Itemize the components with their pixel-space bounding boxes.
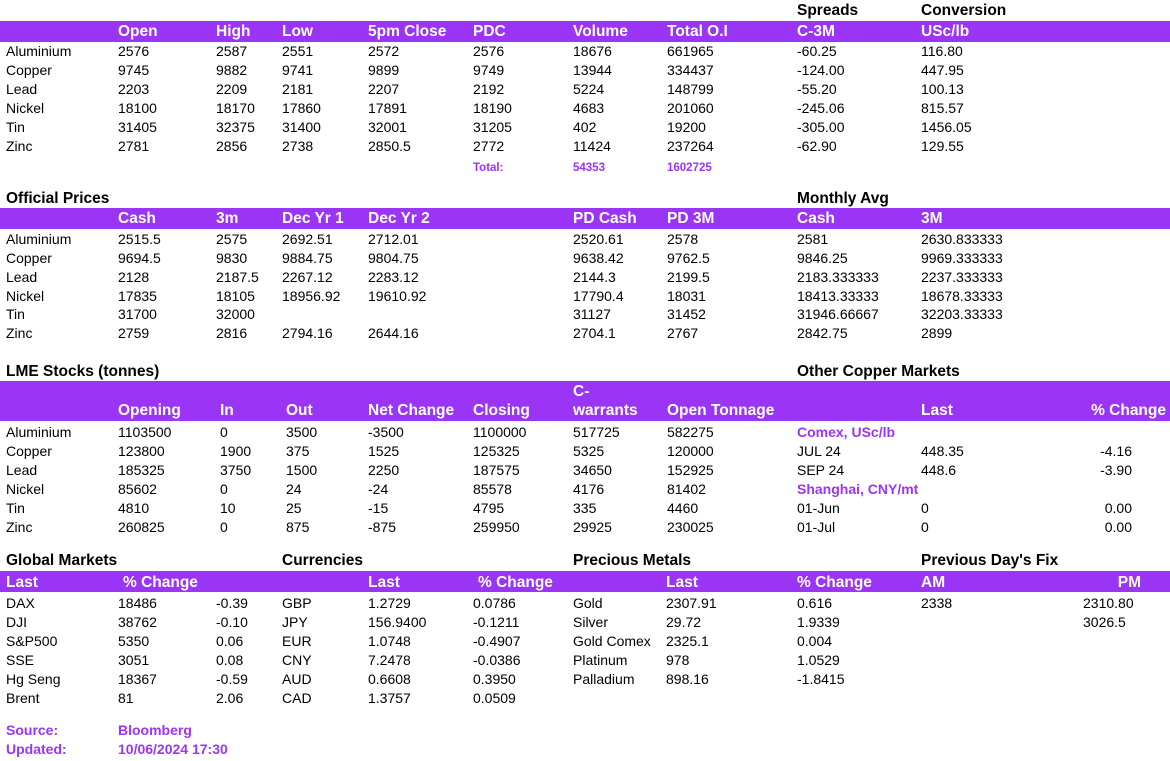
fix-pm-value: 2310.80 <box>1083 595 1134 611</box>
price-cell: 5224 <box>573 81 605 97</box>
currency-last: 0.6608 <box>368 671 411 687</box>
price-cell: 2572 <box>368 43 400 59</box>
currency-label: EUR <box>282 633 312 649</box>
copper-change-value: -4.16 <box>1100 443 1132 459</box>
official-col-header: PD 3M <box>667 210 715 227</box>
markets-col-header: Last <box>666 574 698 591</box>
global-index-label: Brent <box>6 690 40 706</box>
copper-contract-label: JUL 24 <box>797 443 841 459</box>
copper-last-value: 448.35 <box>921 443 964 459</box>
official-cell: 2842.75 <box>797 325 848 341</box>
metal-label: Aluminium <box>6 231 72 247</box>
official-cell: 2630.833333 <box>921 231 1003 247</box>
prices-col-header: Open <box>118 23 158 40</box>
stocks-cell: 3750 <box>220 462 252 478</box>
official-cell: 2794.16 <box>282 325 333 341</box>
currency-change: 0.3950 <box>473 671 516 687</box>
prices-col-header: PDC <box>473 23 506 40</box>
stocks-cell: 1525 <box>368 443 400 459</box>
markets-col-header: AM <box>921 574 946 591</box>
stocks-cell: 1103500 <box>118 424 172 440</box>
official-cell: 2237.333333 <box>921 269 1003 285</box>
price-cell: 19200 <box>667 119 706 135</box>
price-cell: 18676 <box>573 43 612 59</box>
official-cell: 2183.333333 <box>797 269 879 285</box>
price-cell: -124.00 <box>797 62 845 78</box>
official-cell: 2712.01 <box>368 231 419 247</box>
price-cell: 2772 <box>473 138 505 154</box>
stocks-cell: -3500 <box>368 424 404 440</box>
official-cell: 2644.16 <box>368 325 419 341</box>
price-cell: 2587 <box>216 43 248 59</box>
stocks-col-header: Opening <box>118 402 181 419</box>
other-copper-title: Other Copper Markets <box>797 363 960 380</box>
global-index-last: 38762 <box>118 614 157 630</box>
price-cell: 2738 <box>282 138 314 154</box>
total-volume: 54353 <box>573 162 605 174</box>
official-cell: 9969.333333 <box>921 250 1003 266</box>
global-index-last: 18367 <box>118 671 157 687</box>
currency-change: 0.0509 <box>473 690 516 706</box>
copper-market-subheading: Shanghai, CNY/mt <box>797 481 919 497</box>
price-cell: 116.80 <box>921 43 963 59</box>
stocks-cell: 81402 <box>667 481 706 497</box>
precious-metal-last: 978 <box>666 652 690 668</box>
official-cell: 9884.75 <box>282 250 333 266</box>
stocks-cell: 4795 <box>473 500 505 516</box>
stocks-cell: 152925 <box>667 462 714 478</box>
official-cell: 2581 <box>797 231 829 247</box>
metal-label: Copper <box>6 443 52 459</box>
precious-metal-change: 1.9339 <box>797 614 840 630</box>
currency-change: 0.0786 <box>473 595 516 611</box>
price-cell: 9899 <box>368 62 400 78</box>
stocks-col-header: In <box>220 402 234 419</box>
metal-label: Tin <box>6 500 25 516</box>
price-cell: 447.95 <box>921 62 964 78</box>
markets-col-header: Last <box>368 574 400 591</box>
official-cell: 31127 <box>573 306 611 322</box>
global-index-label: DJI <box>6 614 27 630</box>
global-index-label: Hg Seng <box>6 671 61 687</box>
markets-col-header: % Change <box>123 574 198 591</box>
price-cell: 148799 <box>667 81 714 97</box>
stocks-cell: -875 <box>368 519 397 535</box>
total-label: Total: <box>473 162 504 174</box>
stocks-cell: 5325 <box>573 443 605 459</box>
stocks-col-header: warrants <box>573 402 638 419</box>
official-cell: 2520.61 <box>573 231 624 247</box>
official-cell: 9638.42 <box>573 250 624 266</box>
price-cell: 2551 <box>282 43 314 59</box>
global-index-change: -0.39 <box>216 595 248 611</box>
official-cell: 17790.4 <box>573 288 624 304</box>
monthly-avg-title: Monthly Avg <box>797 190 889 207</box>
global-index-change: 0.06 <box>216 633 244 649</box>
price-cell: -305.00 <box>797 119 845 135</box>
official-cell: 31452 <box>667 306 706 322</box>
price-cell: 1456.05 <box>921 119 972 135</box>
global-index-last: 18486 <box>118 595 157 611</box>
price-cell: 2203 <box>118 81 150 97</box>
global-index-change: 2.06 <box>216 690 244 706</box>
price-cell: 2576 <box>473 43 505 59</box>
global-index-last: 81 <box>118 690 134 706</box>
global-index-label: SSE <box>6 652 35 668</box>
official-cell: 17835 <box>118 288 157 304</box>
price-cell: -62.90 <box>797 138 837 154</box>
price-cell: -245.06 <box>797 100 845 116</box>
stocks-cell: 1900 <box>220 443 252 459</box>
total-open-interest: 1602725 <box>667 162 712 174</box>
copper-market-subheading: Comex, USc/lb <box>797 424 896 440</box>
precious-metals-title: Precious Metals <box>573 552 692 569</box>
official-cell: 32000 <box>216 306 255 322</box>
copper-last-value: 448.6 <box>921 462 957 478</box>
stocks-cell: 125325 <box>473 443 520 459</box>
lme-stocks-title: LME Stocks (tonnes) <box>6 363 160 380</box>
official-col-header: Cash <box>118 210 156 227</box>
official-col-header: Dec Yr 2 <box>368 210 430 227</box>
price-cell: -60.25 <box>797 43 837 59</box>
stocks-cell: 4460 <box>667 500 699 516</box>
stocks-cell: 120000 <box>667 443 714 459</box>
currency-label: CAD <box>282 690 312 706</box>
stocks-cell: 259950 <box>473 519 520 535</box>
official-cell: 2899 <box>921 325 953 341</box>
global-index-label: DAX <box>6 595 35 611</box>
previous-fix-title: Previous Day's Fix <box>921 552 1059 569</box>
official-cell: 2816 <box>216 325 248 341</box>
stocks-cell: 517725 <box>573 424 620 440</box>
price-cell: 2781 <box>118 138 150 154</box>
official-cell: 9804.75 <box>368 250 419 266</box>
official-cell: 2767 <box>667 325 699 341</box>
copper-last-value: 0 <box>921 500 929 516</box>
official-prices-title: Official Prices <box>6 190 110 207</box>
price-cell: 402 <box>573 119 597 135</box>
price-cell: 129.55 <box>921 138 964 154</box>
copper-contract-label: 01-Jun <box>797 500 840 516</box>
official-cell: 2759 <box>118 325 150 341</box>
price-cell: 237264 <box>667 138 714 154</box>
markets-col-header: % Change <box>797 574 872 591</box>
official-cell: 9846.25 <box>797 250 848 266</box>
price-cell: 334437 <box>667 62 714 78</box>
price-cell: 18100 <box>118 100 157 116</box>
price-cell: 661965 <box>667 43 714 59</box>
price-cell: 201060 <box>667 100 714 116</box>
prices-col-header: C-3M <box>797 23 835 40</box>
fix-am-value: 2338 <box>921 595 953 611</box>
copper-change-value: -3.90 <box>1100 462 1132 478</box>
precious-metal-last: 2325.1 <box>666 633 709 649</box>
official-cell: 18678.33333 <box>921 288 1003 304</box>
stocks-cell: -24 <box>368 481 389 497</box>
stocks-cell: 3500 <box>286 424 318 440</box>
official-cell: 2575 <box>216 231 248 247</box>
price-cell: 32001 <box>368 119 407 135</box>
stocks-cell: 0 <box>220 519 228 535</box>
price-cell: 2576 <box>118 43 150 59</box>
official-cell: 18413.33333 <box>797 288 879 304</box>
currency-last: 1.0748 <box>368 633 411 649</box>
price-cell: 18190 <box>473 100 512 116</box>
currency-label: JPY <box>282 614 308 630</box>
metal-label: Lead <box>6 269 38 285</box>
precious-metal-last: 29.72 <box>666 614 702 630</box>
prices-col-header: USc/lb <box>921 23 970 40</box>
other-copper-last-header: Last <box>921 402 953 419</box>
official-cell: 2283.12 <box>368 269 419 285</box>
currency-change: -0.1211 <box>473 614 520 630</box>
official-cell: 9694.5 <box>118 250 161 266</box>
currency-label: GBP <box>282 595 312 611</box>
official-cell: 18956.92 <box>282 288 341 304</box>
global-index-label: S&P500 <box>6 633 58 649</box>
stocks-cell: 123800 <box>118 443 165 459</box>
precious-metal-label: Silver <box>573 614 609 630</box>
metal-label: Zinc <box>6 325 33 341</box>
precious-metal-label: Palladium <box>573 671 635 687</box>
markets-col-header: % Change <box>478 574 553 591</box>
price-cell: 2209 <box>216 81 248 97</box>
stocks-cell: 185325 <box>118 462 165 478</box>
currency-last: 156.9400 <box>368 614 427 630</box>
prices-col-header: Total O.I <box>667 23 728 40</box>
precious-metal-last: 2307.91 <box>666 595 717 611</box>
price-cell: -55.20 <box>797 81 837 97</box>
metal-label: Lead <box>6 81 38 97</box>
official-cell: 2515.5 <box>118 231 161 247</box>
precious-metal-change: -1.8415 <box>797 671 845 687</box>
official-cell: 31946.66667 <box>797 306 879 322</box>
copper-contract-label: 01-Jul <box>797 519 836 535</box>
stocks-cell: 187575 <box>473 462 520 478</box>
price-cell: 2192 <box>473 81 505 97</box>
prices-col-header: Low <box>282 23 313 40</box>
stocks-cell: 582275 <box>667 424 714 440</box>
stocks-cell: 0 <box>220 481 228 497</box>
stocks-cell: 375 <box>286 443 310 459</box>
precious-metal-label: Platinum <box>573 652 628 668</box>
price-cell: 100.13 <box>921 81 964 97</box>
copper-last-value: 0 <box>921 519 929 535</box>
price-cell: 11424 <box>573 138 611 154</box>
metal-label: Tin <box>6 306 25 322</box>
currency-change: -0.4907 <box>473 633 521 649</box>
global-index-last: 5350 <box>118 633 150 649</box>
official-cell: 2199.5 <box>667 269 710 285</box>
precious-metal-change: 0.004 <box>797 633 833 649</box>
official-cell: 2144.3 <box>573 269 616 285</box>
stocks-cell: 85578 <box>473 481 512 497</box>
official-col-header: Cash <box>797 210 835 227</box>
price-cell: 2207 <box>368 81 400 97</box>
price-cell: 2850.5 <box>368 138 411 154</box>
stocks-cell: 29925 <box>573 519 612 535</box>
stocks-col-header: Net Change <box>368 402 455 419</box>
official-cell: 32203.33333 <box>921 306 1003 322</box>
precious-metal-label: Gold <box>573 595 603 611</box>
prices-col-header: Volume <box>573 23 628 40</box>
official-cell: 2578 <box>667 231 699 247</box>
spreads-label: Spreads <box>797 2 859 19</box>
price-cell: 9741 <box>282 62 314 78</box>
updated-label: Updated: <box>6 741 67 757</box>
stocks-cell: 1500 <box>286 462 318 478</box>
precious-metal-change: 0.616 <box>797 595 833 611</box>
official-col-header: 3m <box>216 210 239 227</box>
official-cell: 18031 <box>667 288 706 304</box>
copper-change-value: 0.00 <box>1104 500 1132 516</box>
stocks-cell: 85602 <box>118 481 157 497</box>
stocks-col-header: Open Tonnage <box>667 402 775 419</box>
global-index-change: -0.10 <box>216 614 248 630</box>
stocks-cell: 1100000 <box>473 424 527 440</box>
metal-label: Nickel <box>6 481 45 497</box>
official-cell: 19610.92 <box>368 288 427 304</box>
price-cell: 2856 <box>216 138 248 154</box>
currency-last: 1.3757 <box>368 690 411 706</box>
stocks-col-header: Out <box>286 402 313 419</box>
stocks-cell: 260825 <box>118 519 165 535</box>
official-cell: 2267.12 <box>282 269 333 285</box>
stocks-cell: 2250 <box>368 462 400 478</box>
metal-label: Copper <box>6 62 52 78</box>
updated-value: 10/06/2024 17:30 <box>118 741 228 757</box>
price-cell: 31400 <box>282 119 321 135</box>
metal-label: Lead <box>6 462 38 478</box>
official-cell: 2704.1 <box>573 325 616 341</box>
markets-col-header: Last <box>6 574 38 591</box>
copper-change-value: 0.00 <box>1104 519 1132 535</box>
metal-label: Nickel <box>6 288 45 304</box>
metal-label: Aluminium <box>6 424 72 440</box>
stocks-cell: 34650 <box>573 462 612 478</box>
price-cell: 17860 <box>282 100 321 116</box>
stocks-cell: 10 <box>220 500 236 516</box>
price-cell: 9749 <box>473 62 505 78</box>
official-col-header: 3M <box>921 210 943 227</box>
official-cell: 2692.51 <box>282 231 333 247</box>
precious-metal-last: 898.16 <box>666 671 709 687</box>
stocks-cell: 4810 <box>118 500 150 516</box>
price-cell: 18170 <box>216 100 255 116</box>
stocks-cell: 24 <box>286 481 302 497</box>
stocks-cell: -15 <box>368 500 389 516</box>
metal-label: Copper <box>6 250 52 266</box>
source-label: Source: <box>6 722 59 738</box>
official-col-header: PD Cash <box>573 210 637 227</box>
global-index-change: 0.08 <box>216 652 244 668</box>
price-cell: 31405 <box>118 119 157 135</box>
currency-last: 1.2729 <box>368 595 411 611</box>
official-cell: 2187.5 <box>216 269 259 285</box>
stocks-cell: 335 <box>573 500 597 516</box>
copper-contract-label: SEP 24 <box>797 462 845 478</box>
price-cell: 31205 <box>473 119 512 135</box>
global-markets-title: Global Markets <box>6 552 118 569</box>
stocks-col-header: Closing <box>473 402 530 419</box>
stocks-col-header: C- <box>573 383 590 400</box>
official-cell: 9830 <box>216 250 248 266</box>
official-cell: 18105 <box>216 288 255 304</box>
other-copper-change-header: % Change <box>1091 402 1166 419</box>
price-cell: 815.57 <box>921 100 964 116</box>
stocks-cell: 4176 <box>573 481 605 497</box>
official-cell: 9762.5 <box>667 250 710 266</box>
metal-label: Tin <box>6 119 25 135</box>
stocks-cell: 875 <box>286 519 310 535</box>
official-cell: 2128 <box>118 269 150 285</box>
global-index-last: 3051 <box>118 652 150 668</box>
stocks-cell: 25 <box>286 500 302 516</box>
price-cell: 9745 <box>118 62 150 78</box>
stocks-cell: 230025 <box>667 519 714 535</box>
price-cell: 17891 <box>368 100 407 116</box>
price-cell: 4683 <box>573 100 605 116</box>
currencies-title: Currencies <box>282 552 363 569</box>
metal-label: Aluminium <box>6 43 72 59</box>
price-cell: 2181 <box>282 81 314 97</box>
precious-metal-label: Gold Comex <box>573 633 651 649</box>
official-col-header: Dec Yr 1 <box>282 210 344 227</box>
metal-label: Zinc <box>6 138 33 154</box>
currency-last: 7.2478 <box>368 652 411 668</box>
metal-label: Nickel <box>6 100 45 116</box>
conversion-label: Conversion <box>921 2 1007 19</box>
currency-label: CNY <box>282 652 312 668</box>
currency-change: -0.0386 <box>473 652 521 668</box>
global-index-change: -0.59 <box>216 671 248 687</box>
price-cell: 32375 <box>216 119 255 135</box>
metal-label: Zinc <box>6 519 33 535</box>
price-cell: 9882 <box>216 62 248 78</box>
price-cell: 13944 <box>573 62 612 78</box>
stocks-cell: 0 <box>220 424 228 440</box>
fix-pm-value: 3026.5 <box>1083 614 1126 630</box>
currency-label: AUD <box>282 671 312 687</box>
official-cell: 31700 <box>118 306 157 322</box>
prices-col-header: High <box>216 23 251 40</box>
source-value: Bloomberg <box>118 722 192 738</box>
prices-col-header: 5pm Close <box>368 23 447 40</box>
markets-col-header: PM <box>1117 574 1141 591</box>
precious-metal-change: 1.0529 <box>797 652 840 668</box>
